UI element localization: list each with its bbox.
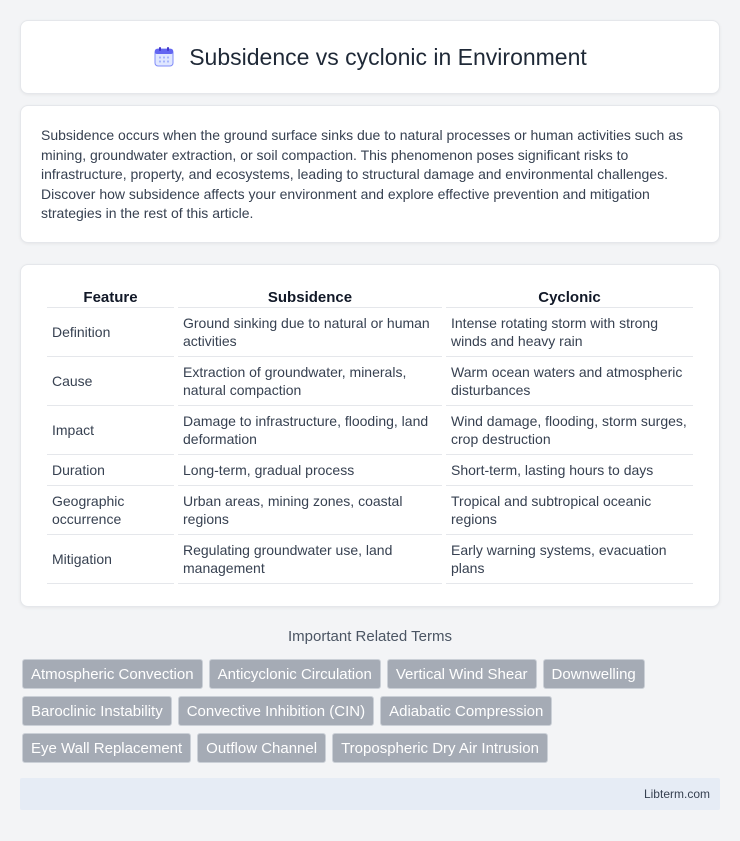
footer-site-link[interactable]: Libterm.com [643,787,710,801]
table-cell: Definition [47,308,174,357]
related-term-tag[interactable]: Vertical Wind Shear [387,659,537,689]
calendar-icon [153,46,175,68]
comparison-card [20,264,720,607]
related-term-tag[interactable]: Convective Inhibition (CIN) [178,696,374,726]
related-term-tag[interactable]: Baroclinic Instability [22,696,172,726]
tag-row [22,659,722,689]
table-cell: Short-term, lasting hours to days [446,455,693,486]
related-term-tag[interactable]: Atmospheric Convection [22,659,203,689]
header-card [20,20,720,94]
table-cell: Long-term, gradual process [178,455,442,486]
related-terms-list [22,659,722,770]
table-cell: Tropical and subtropical oceanic regions [446,486,693,535]
table-cell: Regulating groundwater use, land management [178,535,442,584]
table-cell: Mitigation [47,535,174,584]
table-cell: Early warning systems, evacuation plans [446,535,693,584]
table-cell: Ground sinking due to natural or human activities [178,308,442,357]
table-cell: Cause [47,357,174,406]
table-cell: Extraction of groundwater, minerals, natural compaction [178,357,442,406]
related-term-tag[interactable]: Adiabatic Compression [380,696,552,726]
intro-text: Subsidence occurs when the ground surface sinks due to natural processes or human activities such as mining, groundwater extraction, or soil compaction. This phenomenon poses significant risks to infrastructure, property, and ecosystems, leading to structural damage and environmental challenges. Discover how subsidence affects your environment and explore effective prevention and mitigation strategies in the rest of this article. [41,127,684,221]
header-feature: Feature [47,285,174,308]
table-header-row [47,285,693,308]
related-term-tag[interactable]: Anticyclonic Circulation [209,659,381,689]
table-cell: Impact [47,406,174,455]
table-cell: Geographic occurrence [47,486,174,535]
table-cell: Damage to infrastructure, flooding, land deformation [178,406,442,455]
related-term-tag[interactable]: Eye Wall Replacement [22,733,191,763]
table-cell: Duration [47,455,174,486]
table-row [47,455,693,486]
related-term-tag[interactable]: Tropospheric Dry Air Intrusion [332,733,548,763]
page-title: Subsidence vs cyclonic in Environment [189,43,587,70]
header-cyclonic: Cyclonic [446,285,693,308]
tag-row [22,696,722,726]
tag-row [22,733,722,763]
table-cell: Warm ocean waters and atmospheric disturbances [446,357,693,406]
table-row [47,535,693,584]
intro-card [20,105,720,243]
table-row [47,357,693,406]
header-subsidence: Subsidence [178,285,442,308]
related-term-tag[interactable]: Outflow Channel [197,733,326,763]
table-cell: Wind damage, flooding, storm surges, crop destruction [446,406,693,455]
comparison-table [43,285,697,584]
table-row [47,308,693,357]
table-row [47,486,693,535]
table-cell: Intense rotating storm with strong winds and heavy rain [446,308,693,357]
related-terms-title: Important Related Terms [288,628,452,645]
table-row [47,406,693,455]
related-term-tag[interactable]: Downwelling [543,659,645,689]
footer [20,778,720,810]
table-cell: Urban areas, mining zones, coastal regions [178,486,442,535]
